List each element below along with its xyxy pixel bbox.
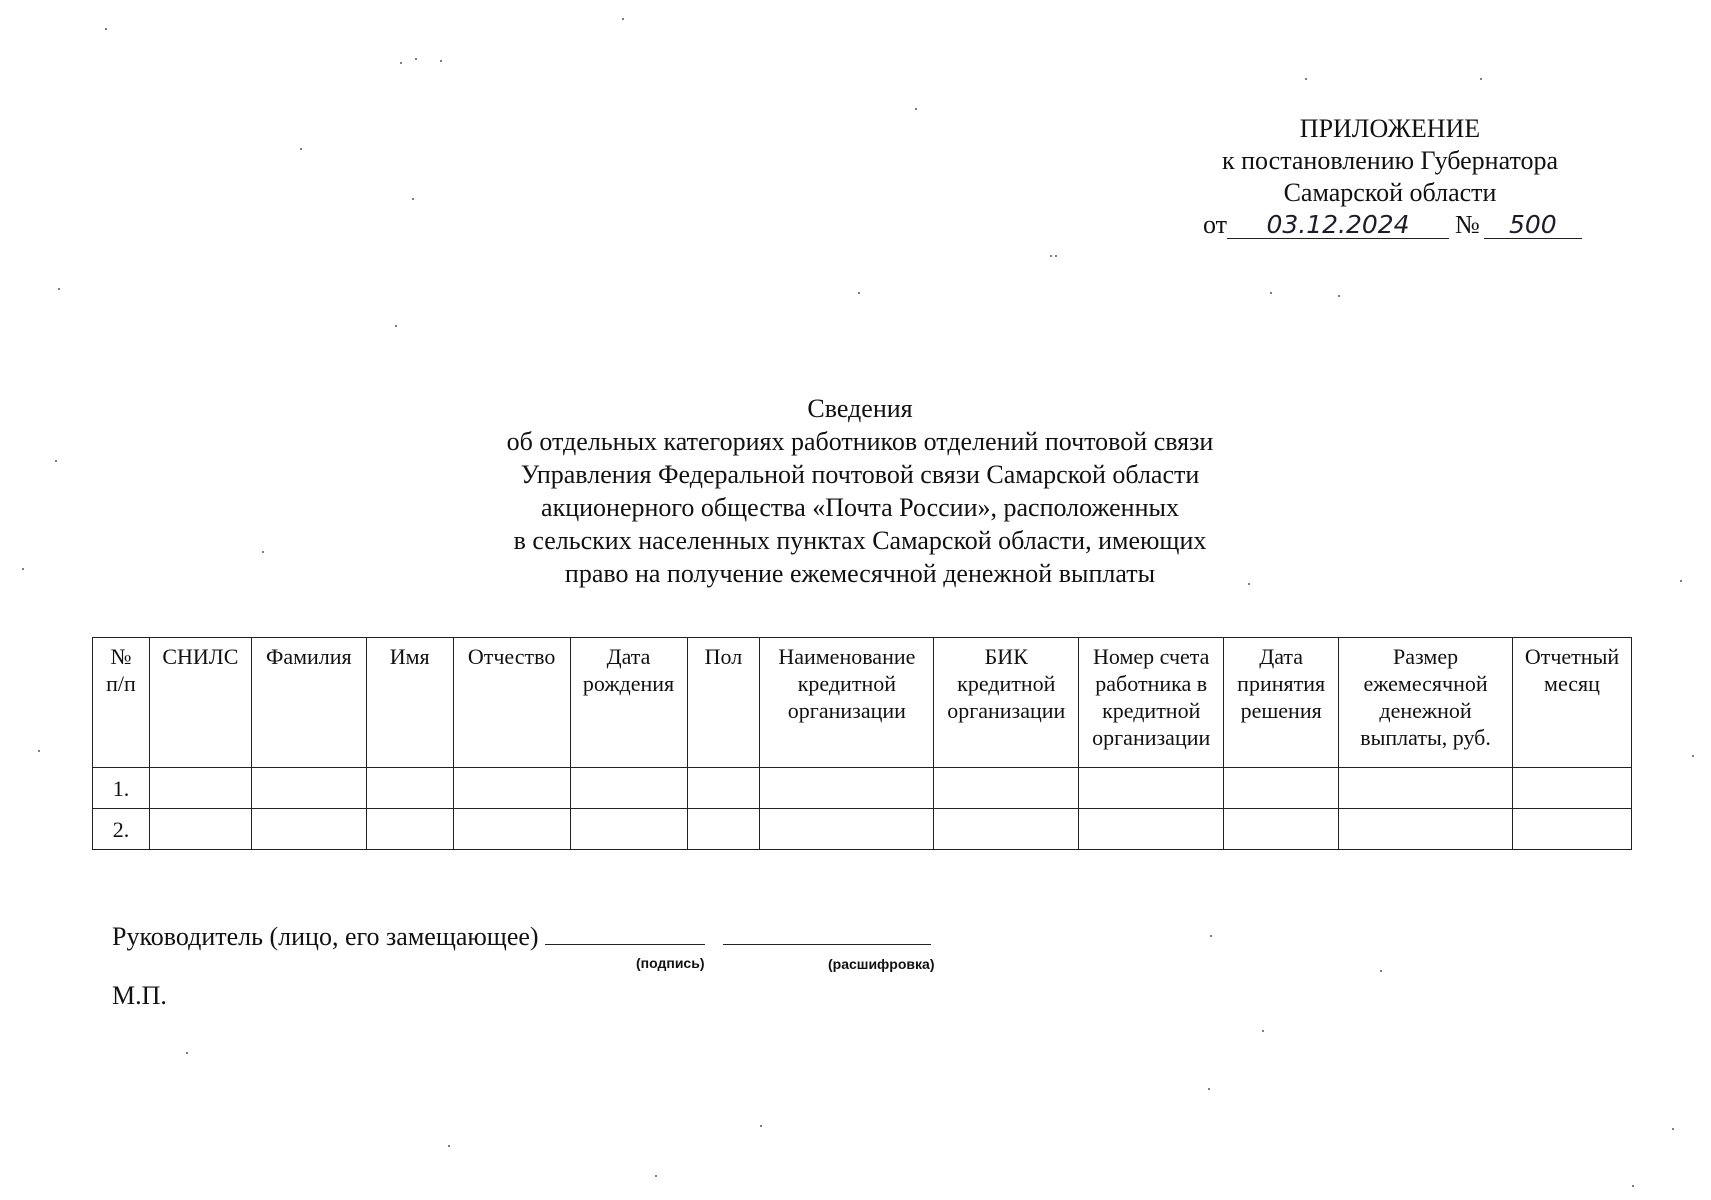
signature-blank bbox=[545, 920, 705, 945]
stamp-place-label: М.П. bbox=[112, 981, 167, 1010]
empty-cell bbox=[1512, 809, 1631, 850]
document-title bbox=[340, 392, 1380, 590]
column-header-line: Пол bbox=[704, 644, 743, 669]
empty-cell bbox=[149, 768, 251, 809]
scan-speck bbox=[105, 28, 107, 30]
empty-cell bbox=[453, 768, 570, 809]
column-header-line: организации bbox=[787, 698, 906, 723]
empty-cell bbox=[1224, 809, 1339, 850]
empty-cell bbox=[570, 768, 687, 809]
appendix-date-line bbox=[1185, 209, 1595, 241]
column-header-line: Наименование bbox=[778, 644, 916, 669]
column-header bbox=[570, 638, 687, 768]
empty-cell bbox=[760, 768, 934, 809]
column-header-line: СНИЛС bbox=[162, 644, 239, 669]
column-header bbox=[149, 638, 251, 768]
scan-speck bbox=[412, 198, 414, 200]
empty-cell bbox=[1339, 809, 1513, 850]
column-header-line: выплаты, руб. bbox=[1360, 725, 1491, 750]
handwritten-date: 03.12.2024 bbox=[1227, 212, 1449, 239]
signature-decode-blank bbox=[723, 920, 931, 945]
document-title-line: об отдельных категориях работников отделений почтовой связи bbox=[506, 427, 1214, 456]
empty-cell bbox=[570, 809, 687, 850]
number-prefix: № bbox=[1455, 210, 1480, 239]
column-header-line: работника в bbox=[1095, 671, 1208, 696]
scan-speck bbox=[395, 325, 397, 327]
column-header-line: Дата bbox=[1259, 644, 1304, 669]
column-header-line: Отчетный bbox=[1524, 644, 1620, 669]
scan-speck bbox=[1680, 580, 1682, 582]
column-header bbox=[1079, 638, 1224, 768]
column-header-line: Отчество bbox=[467, 644, 556, 669]
column-header-line: БИК bbox=[984, 644, 1028, 669]
row-number-cell: 2. bbox=[93, 809, 150, 850]
column-header-line: кредитной bbox=[797, 671, 896, 696]
document-title-line: Управления Федеральной почтовой связи Самарской области bbox=[520, 460, 1200, 489]
scan-speck bbox=[1480, 78, 1482, 80]
document-title-line: в сельских населенных пунктах Самарской области, имеющих bbox=[513, 526, 1207, 555]
column-header bbox=[1224, 638, 1339, 768]
empty-cell bbox=[934, 809, 1079, 850]
scan-speck bbox=[1338, 295, 1340, 297]
column-header bbox=[251, 638, 366, 768]
empty-cell bbox=[760, 809, 934, 850]
scan-speck bbox=[58, 288, 60, 290]
column-header bbox=[366, 638, 453, 768]
column-header bbox=[1339, 638, 1513, 768]
empty-cell bbox=[366, 768, 453, 809]
column-header-line: кредитной bbox=[957, 671, 1056, 696]
appendix-decree-line: к постановлению Губернатора bbox=[1221, 146, 1559, 175]
scan-speck bbox=[1672, 1128, 1674, 1130]
column-header-line: принятия bbox=[1237, 671, 1326, 696]
date-prefix: от bbox=[1203, 210, 1228, 239]
scan-speck bbox=[1050, 255, 1052, 257]
scan-speck bbox=[186, 1052, 188, 1054]
handwritten-number: 500 bbox=[1484, 212, 1582, 239]
empty-cell bbox=[1079, 809, 1224, 850]
scan-speck bbox=[655, 1175, 657, 1177]
column-header-line: решения bbox=[1240, 698, 1322, 723]
empty-cell bbox=[1339, 768, 1513, 809]
table-row bbox=[93, 809, 1632, 850]
row-number-cell: 1. bbox=[93, 768, 150, 809]
column-header-line: организации bbox=[1092, 725, 1211, 750]
scan-speck bbox=[1270, 292, 1272, 294]
scan-speck bbox=[55, 460, 57, 462]
empty-cell bbox=[1512, 768, 1631, 809]
column-header-line: денежной bbox=[1379, 698, 1472, 723]
document-title-line: право на получение ежемесячной денежной выплаты bbox=[564, 559, 1156, 588]
column-header-line: организации bbox=[947, 698, 1066, 723]
empty-cell bbox=[934, 768, 1079, 809]
signature-label: Руководитель (лицо, его замещающее) bbox=[112, 922, 539, 951]
scan-speck bbox=[38, 750, 40, 752]
appendix-title: ПРИЛОЖЕНИЕ bbox=[1299, 114, 1481, 143]
empty-cell bbox=[1079, 768, 1224, 809]
scan-speck bbox=[1248, 583, 1250, 585]
column-header bbox=[1512, 638, 1631, 768]
column-header bbox=[93, 638, 150, 768]
table-row bbox=[93, 768, 1632, 809]
scan-speck bbox=[1055, 255, 1057, 257]
column-header-line: Фамилия bbox=[265, 644, 352, 669]
scan-speck bbox=[448, 1145, 450, 1147]
column-header bbox=[760, 638, 934, 768]
table-body bbox=[93, 768, 1632, 850]
column-header-line: Номер счета bbox=[1092, 644, 1210, 669]
decode-caption: (расшифровка) bbox=[828, 956, 935, 972]
empty-cell bbox=[687, 768, 760, 809]
column-header-line: Размер bbox=[1393, 644, 1459, 669]
scan-speck bbox=[915, 108, 917, 110]
empty-cell bbox=[453, 809, 570, 850]
table-header bbox=[93, 638, 1632, 768]
column-header bbox=[687, 638, 760, 768]
column-header bbox=[934, 638, 1079, 768]
empty-cell bbox=[1224, 768, 1339, 809]
column-header-line: месяц bbox=[1544, 671, 1600, 696]
employees-table bbox=[92, 637, 1632, 850]
scan-speck bbox=[400, 62, 402, 64]
scan-speck bbox=[22, 568, 24, 570]
scan-speck bbox=[1208, 1088, 1210, 1090]
signature-caption: (подпись) bbox=[636, 955, 705, 971]
empty-cell bbox=[149, 809, 251, 850]
column-header-line: № bbox=[110, 644, 132, 669]
column-header-line: ежемесячной bbox=[1363, 671, 1488, 696]
scan-speck bbox=[262, 551, 264, 553]
scan-speck bbox=[1380, 970, 1382, 972]
signature-line bbox=[112, 920, 931, 953]
column-header-line: рождения bbox=[582, 671, 675, 696]
scan-speck bbox=[858, 292, 860, 294]
scan-speck bbox=[1262, 1030, 1264, 1032]
column-header bbox=[453, 638, 570, 768]
scan-speck bbox=[760, 1125, 762, 1127]
header-row bbox=[93, 638, 1632, 768]
scan-speck bbox=[415, 58, 417, 60]
scan-speck bbox=[1210, 935, 1212, 937]
scan-speck bbox=[1632, 1185, 1634, 1187]
empty-cell bbox=[251, 768, 366, 809]
document-title-line: акционерного общества «Почта России», расположенных bbox=[541, 493, 1179, 522]
scan-speck bbox=[440, 60, 442, 62]
column-header-line: п/п bbox=[106, 671, 136, 696]
column-header-line: Дата bbox=[606, 644, 651, 669]
empty-cell bbox=[366, 809, 453, 850]
document-heading: Сведения bbox=[807, 394, 913, 423]
empty-cell bbox=[251, 809, 366, 850]
appendix-header bbox=[1185, 113, 1595, 241]
empty-cell bbox=[687, 809, 760, 850]
scan-speck bbox=[300, 148, 302, 150]
appendix-region-line: Самарской области bbox=[1283, 178, 1497, 207]
column-header-line: Имя bbox=[389, 644, 430, 669]
scan-speck bbox=[1305, 78, 1307, 80]
scan-speck bbox=[622, 18, 624, 20]
column-header-line: кредитной bbox=[1102, 698, 1201, 723]
scan-speck bbox=[1692, 755, 1694, 757]
